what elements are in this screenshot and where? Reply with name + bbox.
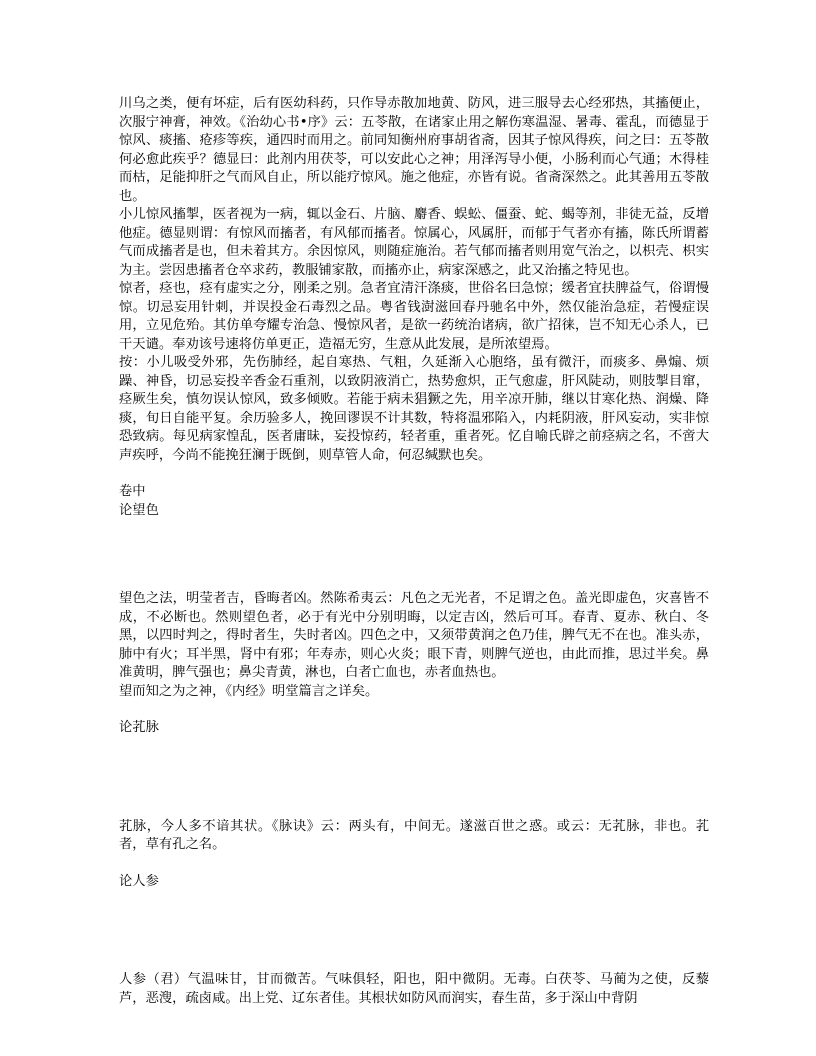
volume-title: 卷中 xyxy=(119,484,146,499)
section-title: 论望色 xyxy=(119,502,159,518)
paragraph: 芤脉，今人多不谙其状。《脉诀》云：两头有，中间无。遂滋百世之惑。或云：无芤脉，非也。芤者，草有孔之名。 xyxy=(119,818,709,852)
paragraph: 小儿惊风搐掣，医者视为一病，辄以金石、片脑、麝香、蜈蚣、僵蚕、蛇、蝎等剂，非徒无益，反增他症。德显则谓：有惊风而搐者，有风郁而搐者。惊属心，风属肝，而郁于气者亦有搐，陈氏所谓蓄气而成搐者是也，但未着其方。余因惊风，则随症施治。若气郁而搐者则用宽气治之，以枳壳、枳实为主。尝因患搐者仓卒求药，教服铺家散，而搐亦止，病家深感之，此又治搐之特见也。 xyxy=(119,207,709,278)
section-title: 论人参 xyxy=(119,873,159,889)
spacer xyxy=(119,855,709,873)
spacer xyxy=(119,701,709,719)
spacer xyxy=(119,891,709,971)
paragraph: 望而知之为之神，《内经》明堂篇言之详矣。 xyxy=(119,683,379,699)
paragraph: 惊者，痉也，痉有虚实之分，刚柔之别。急者宜清汗涤痰，世俗名曰急惊；缓者宜扶脾益气，俗谓慢惊。切忌妄用针刺，并误投金石毒烈之品。粤省钱澍滋回春丹驰名中外，然仅能治急症，若慢症误用，立见危殆。其仿单夸耀专治急、慢惊风者，是欲一药统治诸病，欲广招徕，岂不知无心杀人，已干天谴。奉劝该号速将仿单更正，造福无穷，生意从此发展，是所浓望焉。 xyxy=(119,281,709,352)
paragraph: 川乌之类，便有坏症，后有医幼科药，只作导赤散加地黄、防风，进三服导去心经邪热，其搐便止，次服宁神膏，神效。《治幼心书•序》云：五苓散，在诸家止用之解伤寒温湿、暑毒、霍乱，而德显于惊风、痰搐、疮疹等疾，通四时而用之。前同知衡州府事胡省斋，因其子惊风得疾，问之曰：五苓散何必愈此疾乎？德显曰：此剂内用茯苓，可以安此心之神；用泽泻导小便，小肠利而心气通；木得桂而枯，足能抑肝之气而风自止，所以能疗惊风。施之他症，亦皆有说。省斋深然之。此其善用五苓散也。 xyxy=(119,96,709,204)
paragraph: 按：小儿吸受外邪，先伤肺经，起自寒热、气粗，久延渐入心胞络，虽有微汗，而痰多、鼻煽、烦躁、神昏，切忌妄投辛香金石重剂，以致阴液消亡，热势愈炽，正气愈虚，肝风陡动，则肢掣目窜，痉厥生矣，慎勿误认惊风，致多倾败。若能于病未猖獗之先，用辛凉开肺，继以甘寒化热、润燥、降痰，旬日自能平复。余历验多人，挽回谬误不计其数，特将温邪陷入，内耗阴液，肝风妄动，实非惊恐致病。每见病家惶乱，医者庸昧，妄投惊药，轻者重，重者死。忆自喻氏辟之前痉病之名，不啻大声疾呼，今尚不能挽狂澜于既倒，则草管人命，何忍缄默也矣。 xyxy=(119,355,709,463)
spacer xyxy=(119,465,709,483)
paragraph: 人参（君）气温味甘，甘而微苦。气味俱轻，阳也，阳中微阴。无毒。白茯苓、马蔺为之使，反藜芦，恶溲，疏卤咸。出上党、辽东者佳。其根状如防风而润实，春生苗，多于深山中背阴 xyxy=(119,972,709,1006)
paragraph: 望色之法，明莹者吉，昏晦者凶。然陈希夷云：凡色之无光者，不足谓之色。盖光即虚色，灾喜皆不成，不必断也。然则望色者，必于有光中分别明晦，以定吉凶，然后可耳。春青、夏赤、秋白、冬黑，以四时判之，得时者生，失时者凶。四色之中，又须带黄润之色乃佳，脾气无不在也。准头赤，肺中有火；耳半黑，肾中有邪；年寿赤，则心火炎；眼下青，则脾气逆也，由此而推，思过半矣。鼻准黄明，脾气强也；鼻尖青黄，淋也，白者亡血也，赤者血热也。 xyxy=(119,591,709,680)
section-title: 论芤脉 xyxy=(119,720,159,735)
spacer xyxy=(119,520,709,590)
document-page xyxy=(119,95,709,1008)
spacer xyxy=(119,738,709,818)
